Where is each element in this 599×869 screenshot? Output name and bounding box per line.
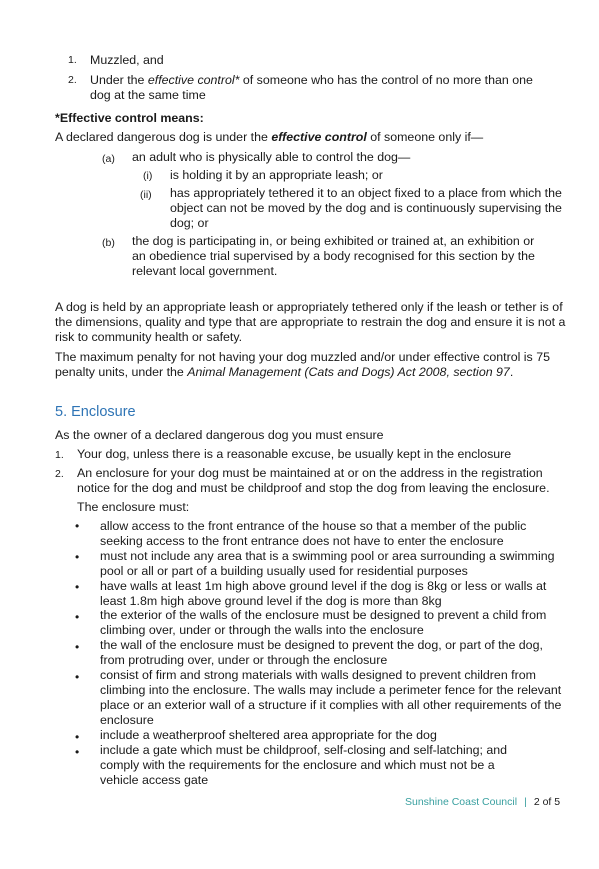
effective-control-intro: A declared dangerous dog is under the effective control of someone only if—: [55, 130, 484, 144]
clause-label-a: (a): [102, 153, 115, 165]
clause-b-line: an obedience trial supervised by a body recognised for this section by the: [132, 249, 535, 263]
bullet-line: seeking access to the front entrance does not have to enter the enclosure: [100, 534, 504, 548]
leash-paragraph-line: A dog is held by an appropriate leash or appropriately tethered only if the leash or tether is of: [55, 300, 563, 314]
bullet-line: least 1.8m high above ground level if the dog is more than 8kg: [100, 594, 442, 608]
list-number: 1.: [55, 449, 64, 461]
clause-label-i: (i): [143, 170, 153, 182]
footer-org: Sunshine Coast Council: [405, 796, 518, 808]
enclosure-item-2-line: An enclosure for your dog must be maintained at or on the address in the registration: [77, 466, 543, 480]
bullet-line: vehicle access gate: [100, 773, 209, 787]
list-item-line: dog at the same time: [90, 88, 206, 102]
bullet-glyph: •: [75, 519, 80, 533]
list-number: 2.: [55, 468, 64, 480]
penalty-line: penalty units, under the Animal Management (Cats and Dogs) Act 2008, section 97.: [55, 365, 514, 379]
page-footer: [405, 795, 560, 810]
leash-paragraph-line: risk to community health or safety.: [55, 330, 243, 344]
bullet-line: must not include any area that is a swimming pool or area surrounding a swimming: [100, 549, 555, 563]
enclosure-item-2-line: notice for the dog and must be childproof and stop the dog from leaving the enclosure.: [77, 481, 550, 495]
clause-a-text: an adult who is physically able to control the dog—: [132, 150, 411, 164]
penalty-line: The maximum penalty for not having your dog muzzled and/or under effective control is 75: [55, 350, 550, 364]
clause-ii-line: object can not be moved by the dog and is continuously supervising the: [170, 201, 562, 215]
clause-ii-line: has appropriately tethered it to an object fixed to a place from which the: [170, 186, 562, 200]
clause-ii-line: dog; or: [170, 216, 209, 230]
bullet-line: include a weatherproof sheltered area appropriate for the dog: [100, 728, 437, 742]
bullet-line: consist of firm and strong materials with walls designed to prevent children from: [100, 668, 536, 682]
page-number: 2 of 5: [533, 796, 561, 808]
bullet-glyph: •: [75, 670, 80, 684]
bullet-line: comply with the requirements for the enclosure and which must not be a: [100, 758, 495, 772]
section-heading-enclosure: 5. Enclosure: [55, 404, 136, 420]
list-number: 2.: [68, 74, 77, 86]
clause-label-b: (b): [102, 237, 115, 249]
bullet-glyph: •: [75, 730, 80, 744]
bullet-glyph: •: [75, 580, 80, 594]
clause-label-ii: (ii): [140, 189, 152, 201]
effective-control-heading: *Effective control means:: [55, 111, 204, 125]
clause-b-line: the dog is participating in, or being exhibited or trained at, an exhibition or: [132, 234, 535, 248]
list-item-muzzled: Muzzled, and: [90, 53, 164, 67]
bullet-glyph: •: [75, 640, 80, 654]
bullet-line: have walls at least 1m high above ground level if the dog is 8kg or less or walls at: [100, 579, 547, 593]
clause-b-line: relevant local government.: [132, 264, 278, 278]
bullet-line: place or an exterior wall of a structure if it complies with all other requirements of the: [100, 698, 562, 712]
bullet-line: the exterior of the walls of the enclosure must be designed to prevent a child from: [100, 608, 547, 622]
bullet-line: enclosure: [100, 713, 154, 727]
enclosure-item-1: Your dog, unless there is a reasonable excuse, be usually kept in the enclosure: [77, 447, 512, 461]
list-number: 1.: [68, 54, 77, 66]
bullet-line: climbing into the enclosure. The walls may include a perimeter fence for the relevant: [100, 683, 562, 697]
bullet-line: the wall of the enclosure must be designed to prevent the dog, or part of the dog,: [100, 638, 543, 652]
bullet-glyph: •: [75, 610, 80, 624]
bullet-glyph: •: [75, 745, 80, 759]
bullet-line: climbing over, under or through the walls into the enclosure: [100, 623, 424, 637]
leash-paragraph-line: the dimensions, quality and type that are appropriate to restrain the dog and ensure it is not a: [55, 315, 566, 329]
bullet-line: from protruding over, under or through the enclosure: [100, 653, 388, 667]
footer-separator: |: [524, 796, 527, 808]
bullet-line: pool or all or part of a building usually used for residential purposes: [100, 564, 468, 578]
clause-i-text: is holding it by an appropriate leash; or: [170, 168, 383, 182]
bullet-line: include a gate which must be childproof, self-closing and self-latching; and: [100, 743, 508, 757]
list-item-effective-control: Under the effective control* of someone who has the control of no more than one: [90, 73, 533, 87]
bullet-line: allow access to the front entrance of the house so that a member of the public: [100, 519, 527, 533]
enclosure-must-label: The enclosure must:: [77, 500, 190, 514]
section-intro: As the owner of a declared dangerous dog you must ensure: [55, 428, 384, 442]
bullet-glyph: •: [75, 550, 80, 564]
